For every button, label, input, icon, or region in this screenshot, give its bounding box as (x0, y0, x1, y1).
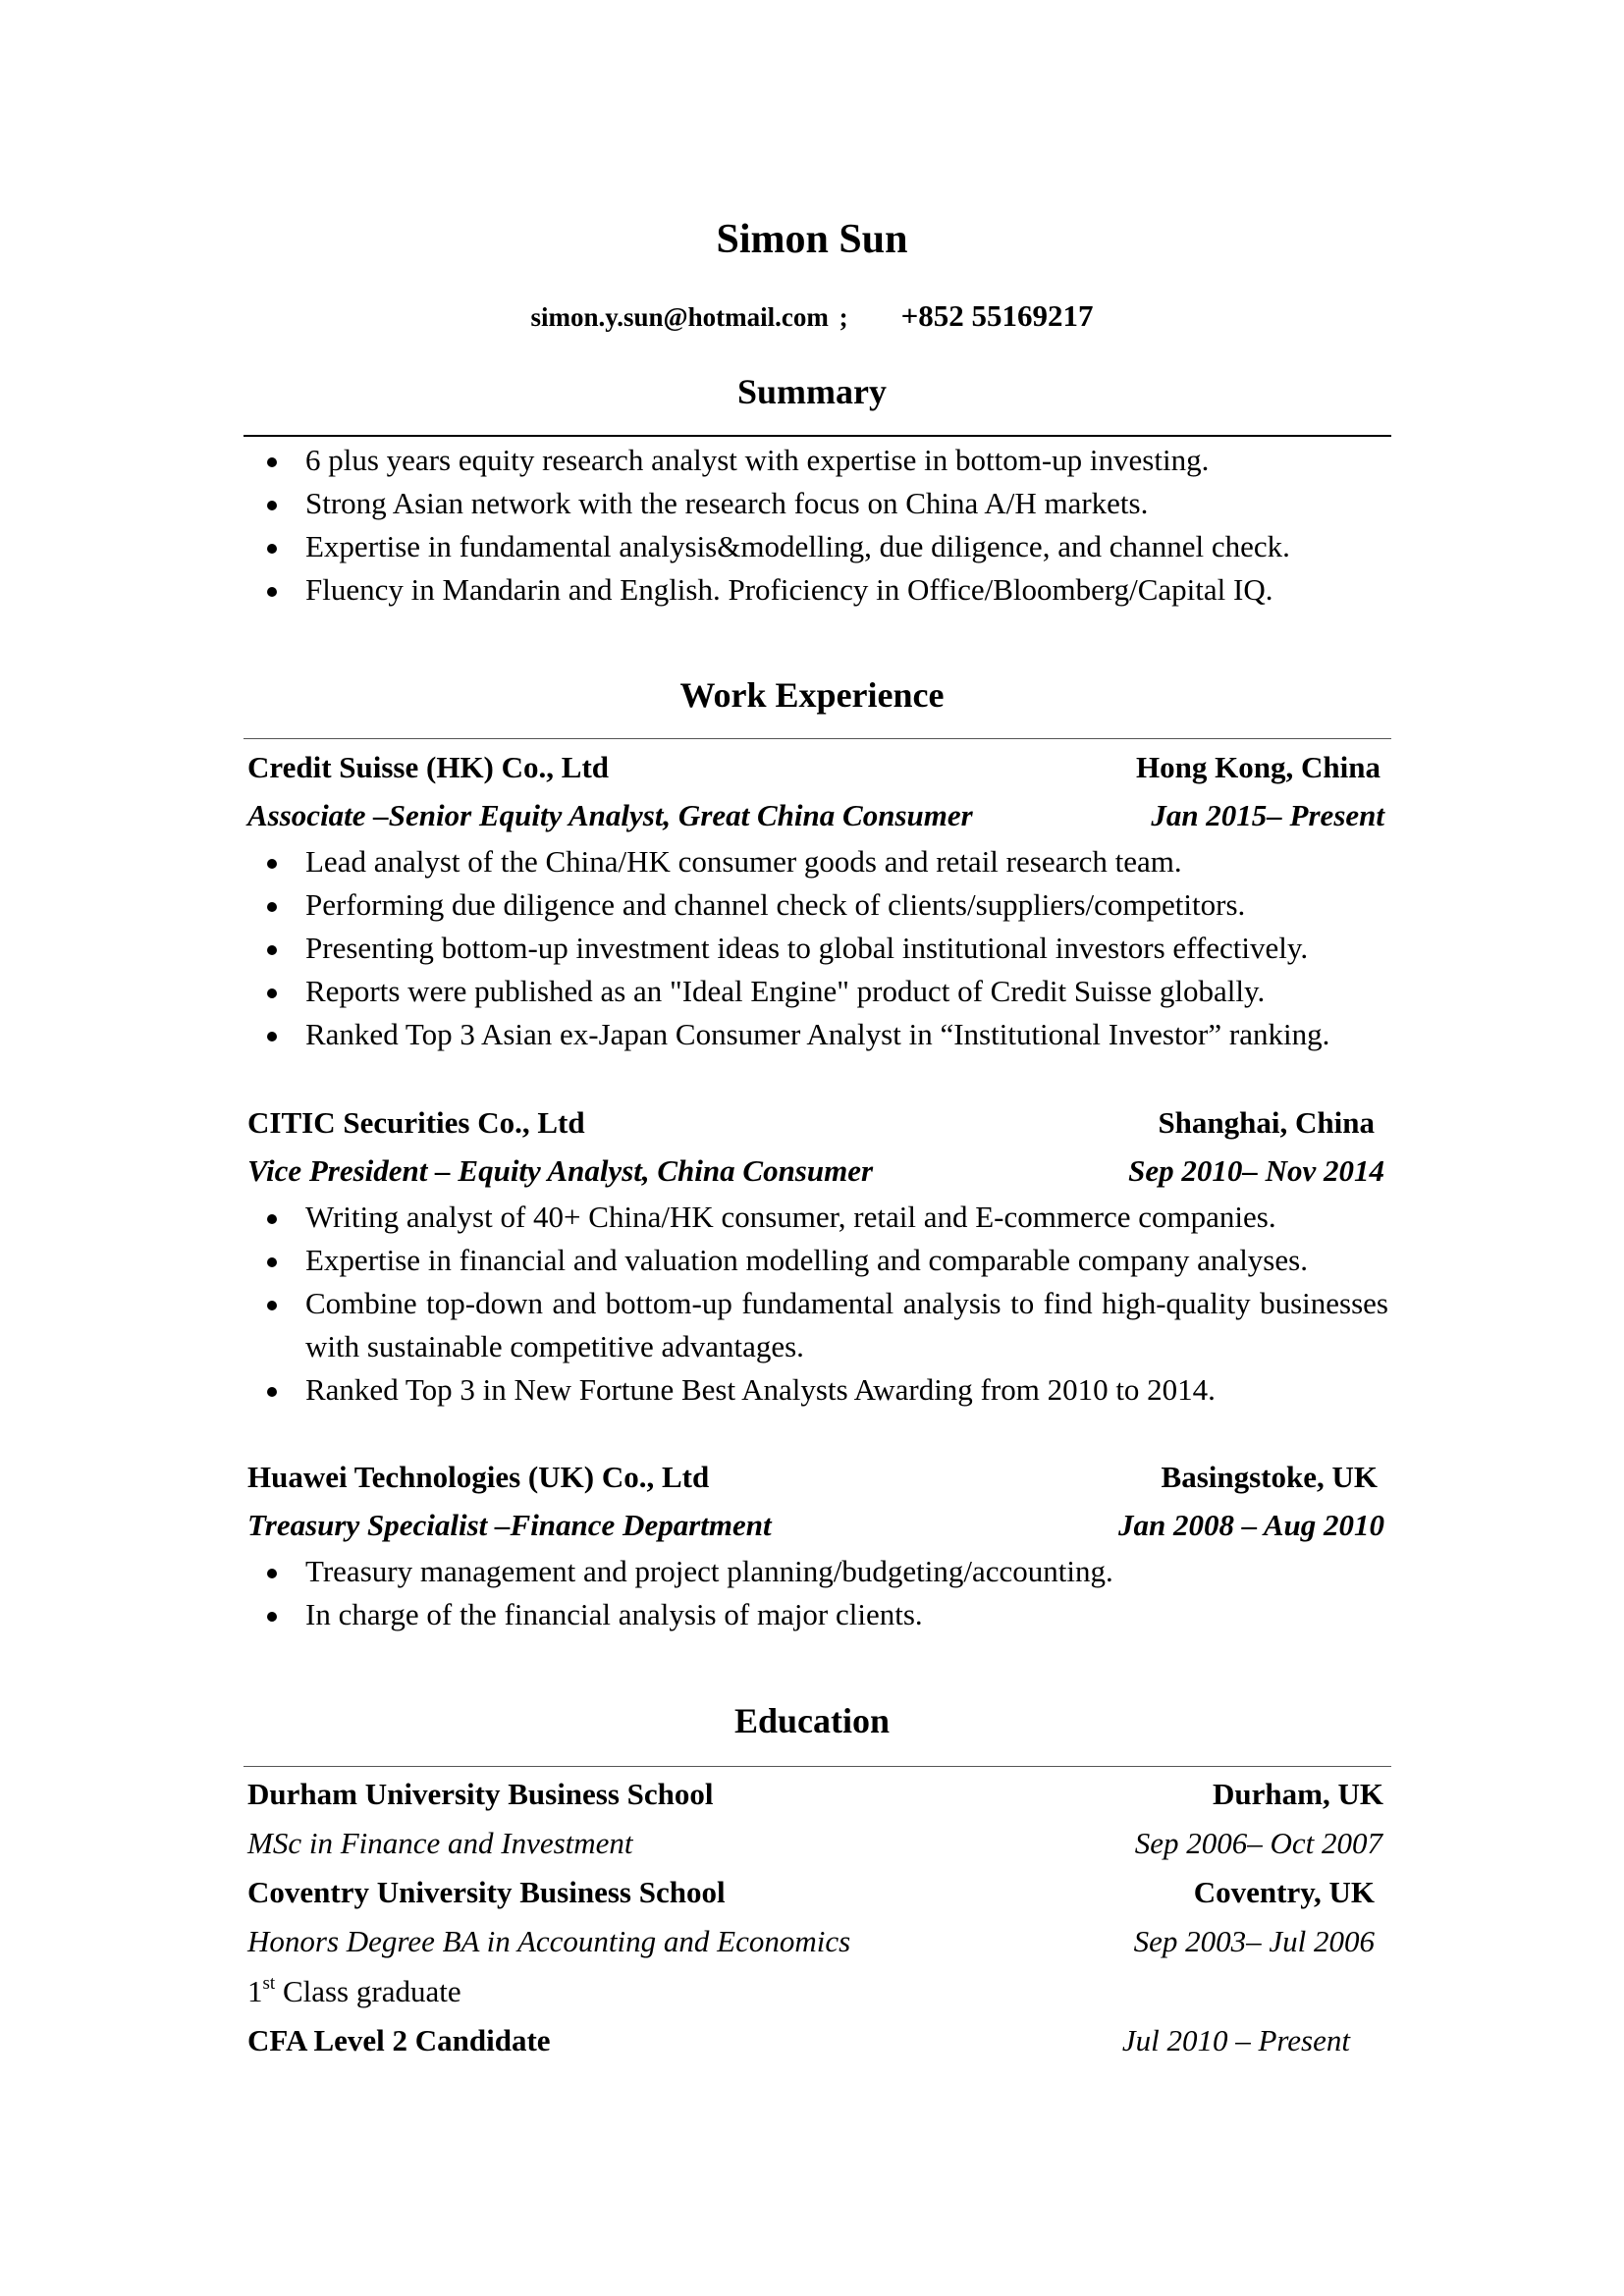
education-dates: Sep 2003– Jul 2006 (1133, 1924, 1375, 1958)
bullet-icon (267, 544, 277, 554)
education-divider (244, 1766, 1391, 1767)
bullet-icon (267, 859, 277, 869)
education-degree-row (247, 1821, 1386, 1866)
list-item: Ranked Top 3 in New Fortune Best Analysts Awarding from 2010 to 2014. (265, 1368, 1394, 1412)
school-name: Durham University Business School (247, 1777, 714, 1811)
job-role-row (247, 793, 1386, 838)
bullet-icon (267, 1032, 277, 1041)
list-item: 6 plus years equity research analyst with expertise in bottom-up investing. (265, 439, 1394, 482)
job-role-row (247, 1148, 1386, 1194)
list-item: Reports were published as an "Ideal Engine" product of Credit Suisse globally. (265, 970, 1394, 1013)
job-header (247, 1455, 1386, 1500)
list-item: In charge of the financial analysis of major clients. (265, 1593, 1394, 1636)
email: simon.y.sun@hotmail.com (530, 302, 829, 332)
job-header (247, 745, 1386, 790)
school-location: Durham, UK (1213, 1777, 1383, 1811)
job-bullets (265, 1196, 1394, 1412)
job-dates: Sep 2010– Nov 2014 (1128, 1153, 1384, 1188)
list-item: Performing due diligence and channel check of clients/suppliers/competitors. (265, 883, 1394, 927)
job-title: Vice President – Equity Analyst, China Consumer (247, 1153, 874, 1188)
section-title-work-experience: Work Experience (679, 675, 945, 715)
list-item: Presenting bottom-up investment ideas to global institutional investors effectively. (265, 927, 1394, 970)
bullet-icon (267, 1387, 277, 1397)
job-bullets (265, 1550, 1394, 1636)
summary-divider (244, 435, 1391, 437)
list-item: Lead analyst of the China/HK consumer goods and retail research team. (265, 840, 1394, 883)
company-name: Credit Suisse (HK) Co., Ltd (247, 750, 610, 784)
bullet-icon (267, 902, 277, 912)
cfa-label: CFA Level 2 Candidate (247, 2023, 551, 2057)
section-title-education: Education (733, 1701, 891, 1740)
bullet-icon (267, 1214, 277, 1224)
education-school-row (247, 1870, 1386, 1915)
job-title: Associate –Senior Equity Analyst, Great China Consumer (247, 798, 973, 832)
bullet-icon (267, 1612, 277, 1622)
education-degree-row (247, 1919, 1386, 1964)
list-item: Strong Asian network with the research focus on China A/H markets. (265, 482, 1394, 525)
bullet-icon (267, 988, 277, 998)
company-name: CITIC Securities Co., Ltd (247, 1105, 585, 1140)
summary-list (265, 439, 1394, 612)
education-school-row (247, 1772, 1386, 1817)
school-location: Coventry, UK (1193, 1875, 1375, 1909)
job-location: Basingstoke, UK (1161, 1460, 1378, 1494)
phone: +852 55169217 (900, 298, 1094, 333)
company-name: Huawei Technologies (UK) Co., Ltd (247, 1460, 710, 1494)
bullet-icon (267, 501, 277, 510)
bullet-icon (267, 587, 277, 597)
candidate-name: Simon Sun (716, 217, 908, 262)
job-header (247, 1100, 1386, 1146)
job-location: Shanghai, China (1158, 1105, 1375, 1140)
bullet-icon (267, 1569, 277, 1578)
school-name: Coventry University Business School (247, 1875, 726, 1909)
section-title-summary: Summary (737, 372, 887, 411)
list-item: Writing analyst of 40+ China/HK consumer, retail and E-commerce companies. (265, 1196, 1394, 1239)
list-item: Expertise in financial and valuation modelling and comparable company analyses. (265, 1239, 1394, 1282)
job-location: Hong Kong, China (1136, 750, 1380, 784)
cfa-dates: Jul 2010 – Present (1121, 2023, 1350, 2057)
degree: Honors Degree BA in Accounting and Economics (247, 1924, 851, 1958)
bullet-icon (267, 457, 277, 467)
degree: MSc in Finance and Investment (247, 1826, 633, 1860)
cfa-row (247, 2018, 1386, 2063)
education-dates: Sep 2006– Oct 2007 (1134, 1826, 1382, 1860)
honor-text: 1st Class graduate (247, 1973, 461, 2008)
contact-separator: ; (839, 302, 848, 332)
job-bullets (265, 840, 1394, 1056)
list-item: Expertise in fundamental analysis&modelling, due diligence, and channel check. (265, 525, 1394, 568)
bullet-icon (267, 1301, 277, 1310)
job-role-row (247, 1503, 1386, 1548)
job-dates: Jan 2015– Present (1151, 798, 1384, 832)
list-item: Combine top-down and bottom-up fundamental analysis to find high-quality businesses with sustainable competitive advantages. (265, 1282, 1394, 1368)
list-item: Ranked Top 3 Asian ex-Japan Consumer Analyst in “Institutional Investor” ranking. (265, 1013, 1394, 1056)
contact-line (0, 296, 1624, 342)
job-dates: Jan 2008 – Aug 2010 (1117, 1508, 1384, 1542)
work-divider (244, 738, 1391, 739)
job-title: Treasury Specialist –Finance Department (247, 1508, 772, 1542)
honor-row (247, 1969, 1386, 2014)
bullet-icon (267, 945, 277, 955)
list-item: Fluency in Mandarin and English. Proficiency in Office/Bloomberg/Capital IQ. (265, 568, 1394, 612)
list-item: Treasury management and project planning/budgeting/accounting. (265, 1550, 1394, 1593)
bullet-icon (267, 1257, 277, 1267)
